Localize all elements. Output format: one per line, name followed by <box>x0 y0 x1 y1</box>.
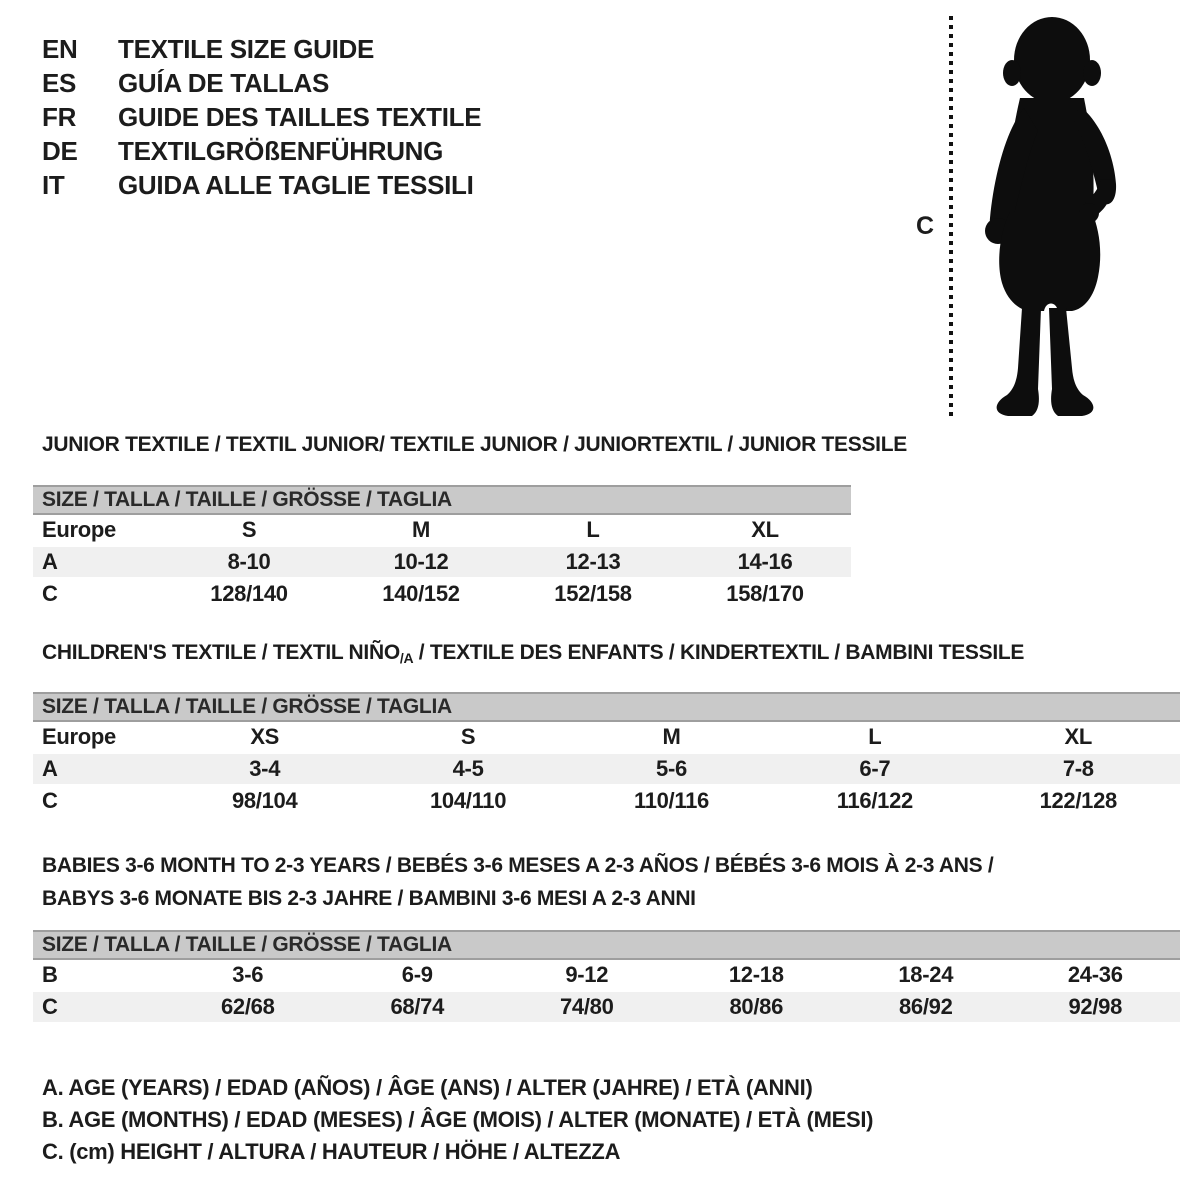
guide-title: GUÍA DE TALLAS <box>118 67 330 98</box>
guide-title: TEXTILGRÖßENFÜHRUNG <box>118 135 444 166</box>
junior-section-heading: JUNIOR TEXTILE / TEXTIL JUNIOR/ TEXTILE JUNIOR / JUNIORTEXTIL / JUNIOR TESSILE <box>42 433 907 456</box>
height-letter-label: C <box>915 212 935 240</box>
table-row <box>33 579 851 611</box>
size-cell: 86/92 <box>841 992 1011 1024</box>
babies-size-header-bar: SIZE / TALLA / TAILLE / GRÖSSE / TAGLIA <box>33 930 1180 960</box>
row-label-cell: B <box>33 960 163 992</box>
children-heading-pre: CHILDREN'S TEXTILE / TEXTIL NIÑO <box>42 641 400 664</box>
size-cell: 8-10 <box>163 547 335 579</box>
size-cell: 3-6 <box>163 960 333 992</box>
size-cell: 128/140 <box>163 579 335 611</box>
junior-size-header-bar: SIZE / TALLA / TAILLE / GRÖSSE / TAGLIA <box>33 485 851 515</box>
size-cell: 62/68 <box>163 992 333 1024</box>
size-cell: S <box>163 515 335 547</box>
table-row <box>33 515 851 547</box>
babies-size-table <box>33 960 1180 1024</box>
table-row <box>33 992 1180 1024</box>
language-header <box>42 32 481 202</box>
size-cell: 24-36 <box>1011 960 1181 992</box>
size-cell: 140/152 <box>335 579 507 611</box>
babies-heading-line2: BABYS 3-6 MONATE BIS 2-3 JAHRE / BAMBINI 3-6 MESI A 2-3 ANNI <box>42 887 696 910</box>
size-cell: 18-24 <box>841 960 1011 992</box>
size-cell: 152/158 <box>507 579 679 611</box>
babies-section-heading <box>42 849 993 915</box>
size-cell: 12-13 <box>507 547 679 579</box>
language-row <box>42 100 481 134</box>
size-cell: M <box>570 722 773 754</box>
size-cell: S <box>366 722 569 754</box>
size-cell: 14-16 <box>679 547 851 579</box>
legend-line-height: C. (cm) HEIGHT / ALTURA / HAUTEUR / HÖHE / ALTEZZA <box>42 1139 621 1164</box>
table-row <box>33 960 1180 992</box>
size-cell: 6-9 <box>333 960 503 992</box>
size-cell: 80/86 <box>672 992 842 1024</box>
language-row <box>42 32 481 66</box>
children-size-header-bar: SIZE / TALLA / TAILLE / GRÖSSE / TAGLIA <box>33 692 1180 722</box>
row-label-cell: C <box>33 786 163 818</box>
toddler-silhouette-icon <box>962 12 1138 420</box>
children-size-table <box>33 722 1180 818</box>
table-row <box>33 786 1180 818</box>
size-cell: 92/98 <box>1011 992 1181 1024</box>
size-cell: 5-6 <box>570 754 773 786</box>
size-cell: XL <box>679 515 851 547</box>
legend-line-age-years: A. AGE (YEARS) / EDAD (AÑOS) / ÂGE (ANS) / ALTER (JAHRE) / ETÀ (ANNI) <box>42 1075 813 1100</box>
junior-size-table <box>33 515 851 611</box>
language-code: ES <box>42 67 77 98</box>
size-cell: 6-7 <box>773 754 976 786</box>
children-section-heading <box>42 640 1024 671</box>
row-label-cell: Europe <box>33 515 163 547</box>
size-cell: 7-8 <box>977 754 1180 786</box>
table-row <box>33 547 851 579</box>
size-cell: 12-18 <box>672 960 842 992</box>
row-label-cell: C <box>33 579 163 611</box>
height-dashed-line-icon <box>947 16 955 416</box>
guide-title: GUIDA ALLE TAGLIE TESSILI <box>118 169 474 200</box>
size-cell: 116/122 <box>773 786 976 818</box>
size-cell: 3-4 <box>163 754 366 786</box>
size-cell: 74/80 <box>502 992 672 1024</box>
language-row <box>42 168 481 202</box>
language-code: FR <box>42 101 77 132</box>
measurement-legend <box>42 1072 873 1168</box>
size-cell: 68/74 <box>333 992 503 1024</box>
children-heading-sub: /A <box>399 650 414 666</box>
size-cell: 10-12 <box>335 547 507 579</box>
row-label-cell: C <box>33 992 163 1024</box>
size-cell: 122/128 <box>977 786 1180 818</box>
language-code: EN <box>42 33 78 64</box>
size-cell: 110/116 <box>570 786 773 818</box>
language-row <box>42 134 481 168</box>
size-cell: M <box>335 515 507 547</box>
size-cell: 158/170 <box>679 579 851 611</box>
table-row <box>33 754 1180 786</box>
language-code: DE <box>42 135 78 166</box>
guide-title: GUIDE DES TAILLES TEXTILE <box>118 101 482 132</box>
size-cell: XL <box>977 722 1180 754</box>
row-label-cell: A <box>33 754 163 786</box>
row-label-cell: Europe <box>33 722 163 754</box>
guide-title: TEXTILE SIZE GUIDE <box>118 33 375 64</box>
size-cell: 104/110 <box>366 786 569 818</box>
language-code: IT <box>42 169 65 200</box>
size-cell: L <box>507 515 679 547</box>
language-row <box>42 66 481 100</box>
size-cell: L <box>773 722 976 754</box>
legend-line-age-months: B. AGE (MONTHS) / EDAD (MESES) / ÂGE (MOIS) / ALTER (MONATE) / ETÀ (MESI) <box>42 1107 874 1132</box>
size-cell: 4-5 <box>366 754 569 786</box>
babies-heading-line1: BABIES 3-6 MONTH TO 2-3 YEARS / BEBÉS 3-6 MESES A 2-3 AÑOS / BÉBÉS 3-6 MOIS À 2-3 ANS / <box>42 854 994 877</box>
size-cell: 9-12 <box>502 960 672 992</box>
row-label-cell: A <box>33 547 163 579</box>
children-heading-post: / TEXTILE DES ENFANTS / KINDERTEXTIL / BAMBINI TESSILE <box>413 641 1025 664</box>
size-cell: XS <box>163 722 366 754</box>
table-row <box>33 722 1180 754</box>
size-cell: 98/104 <box>163 786 366 818</box>
